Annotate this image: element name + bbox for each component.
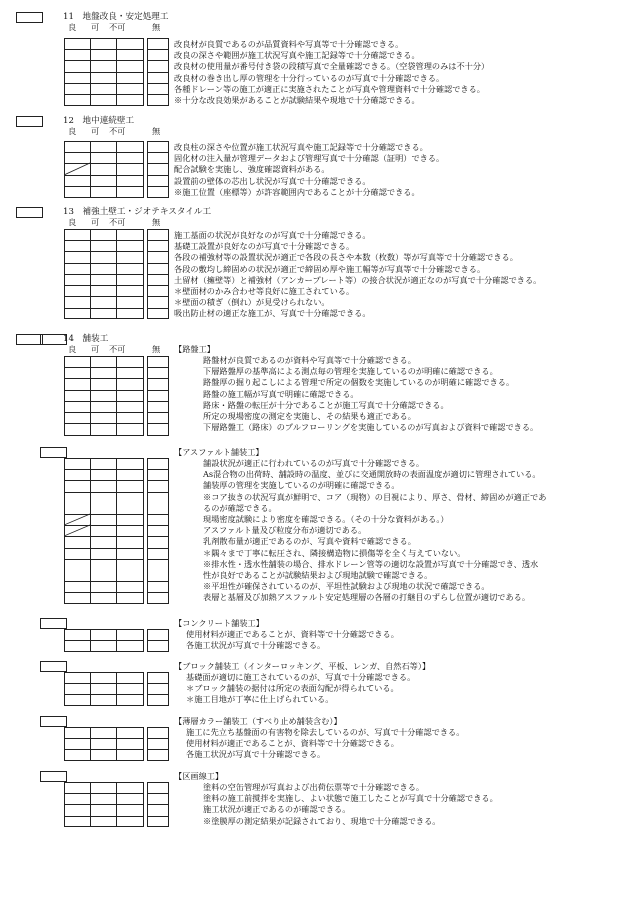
header-ryo: 良 (68, 217, 77, 227)
header-ka: 可 (91, 217, 100, 227)
criteria-item: 配合試験を実施し、強度確認資料がある。 (174, 164, 330, 175)
header-mu: 無 (152, 217, 161, 227)
criteria-item: 改良材の使用量が番号付き袋の段積写真で全量確認できる。（空袋管理のみは不十分） (174, 61, 490, 72)
criteria-item: 固化材の注入量が管理データおよび管理写真で十分確認（証明）できる。 (174, 153, 445, 164)
check-grid-thin-color[interactable] (64, 727, 144, 761)
criteria-item: 下層路盤工（路床）のプルフローリングを実施しているのが写真および資料で確認できる。 (203, 422, 539, 433)
criteria-item: 各施工状況が写真で十分確認できる。 (186, 640, 326, 651)
criteria-item: 路盤材が良質であるのが資料や写真等で十分確認できる。 (203, 355, 416, 365)
score-box[interactable] (16, 207, 43, 218)
check-grid-concrete[interactable] (64, 629, 144, 652)
subsection-title: 【ブロック舗装工（インターロッキング、平板、レンガ、自然石等）】 (174, 661, 431, 671)
criteria-item: ※排水性・透水性舗装の場合、排水ドレーン管等の適切な設置が写真で十分確認でき、透水 (203, 558, 539, 569)
criteria-list (174, 230, 541, 320)
criteria-item: 各段の補強材等の設置状況が適正で各段の長さや本数（枚数）等が写真等で十分確認できる。 (174, 252, 518, 263)
criteria-item: 吸出防止材の適正な施工が、写真で十分確認できる。 (174, 308, 371, 319)
criteria-item: 舗設状況が適正に行われているのが写真で十分確認できる。 (203, 458, 425, 468)
criteria-item: 施工基面の状況が良好なのが写真で十分確認できる。 (174, 230, 371, 240)
criteria-item: 改良材の巻き出し厚の管理を十分行っているのが写真で十分確認できる。 (174, 72, 445, 83)
criteria-item: ※塗膜厚の測定結果が記録されており、現地で十分確認できる。 (203, 815, 441, 826)
header-ka: 可 (91, 126, 100, 136)
criteria-list (174, 142, 444, 198)
criteria-item: As混合物の出荷時、舗設時の温度、並びに交通開放時の表面温度が適切に管理されている。 (203, 469, 541, 480)
criteria-list (203, 782, 498, 827)
criteria-item: ＊壁面材のかみ合わせ等良好に施工されている。 (174, 285, 355, 296)
none-column-concrete[interactable] (147, 629, 169, 652)
none-column-thin-color[interactable] (147, 727, 169, 761)
section-title: 13 補強土壁工・ジオテキスタイル工 (63, 207, 212, 217)
criteria-item: 基礎面が適切に施工されているのが、写真で十分確認できる。 (186, 672, 416, 682)
check-grid-block[interactable] (64, 672, 144, 706)
criteria-item: 性が良好であることが試験結果および現地試験で確認できる。 (203, 569, 433, 580)
criteria-item: 塗料の空缶管理が写真および出荷伝票等で十分確認できる。 (203, 782, 425, 792)
subsection-title: 【路盤工】 (174, 344, 215, 354)
criteria-list (203, 355, 538, 433)
check-grid-asphalt[interactable] (64, 458, 144, 604)
none-column-roban[interactable] (147, 356, 169, 436)
sub-score-box[interactable] (40, 661, 67, 672)
subsection-title: 【薄層カラー舗装工（すべり止め舗装含む）】 (174, 716, 342, 726)
none-column[interactable] (147, 229, 169, 319)
criteria-item: ＊隅々まで丁寧に転圧され、隣接構造物に損傷等を全く与えていない。 (203, 547, 466, 558)
criteria-item: 各施工状況が写真で十分確認できる。 (186, 749, 326, 760)
criteria-item: 改良材が良質であるのが品質資料や写真等で十分確認できる。 (174, 39, 404, 49)
header-ka: 可 (91, 344, 100, 354)
check-grid-roban[interactable] (64, 356, 144, 436)
criteria-item: るのが確認できる。 (203, 502, 277, 513)
none-column-block[interactable] (147, 672, 169, 706)
criteria-item: 土留材（擁壁等）と補強材（アンカープレート等）の接合状況が適正なのが写真で十分確認できる。 (174, 274, 542, 285)
check-grid[interactable] (64, 141, 144, 198)
criteria-item: ※コア抜きの状況写真が鮮明で、コア（現物）の目視により、厚さ、骨材、締固めが適正であ (203, 491, 547, 502)
section-14 (0, 334, 630, 834)
criteria-item: 施工状況が適正であるのが確認できる。 (203, 804, 351, 815)
criteria-item: ＊施工目地が丁寧に仕上げられている。 (186, 694, 334, 705)
section-title: 11 地盤改良・安定処理工 (63, 12, 169, 22)
criteria-item: 所定の現場密度の測定を実施し、その結果も適正である。 (203, 410, 416, 421)
check-grid[interactable] (64, 229, 144, 319)
criteria-list (186, 672, 415, 706)
criteria-item: ＊壁面の積ぎ（倒れ）が見受けられない。 (174, 297, 330, 308)
criteria-list (203, 458, 546, 603)
criteria-item: 表層と基層及び加熱アスファルト安定処理層の各層の打継目のずらし位置が適切である。 (203, 592, 531, 603)
none-column[interactable] (147, 141, 169, 198)
criteria-item: ※施工位置（座標等）が許容範囲内であることが十分確認できる。 (174, 186, 420, 197)
criteria-item: 路床・路盤の転圧が十分であることが施工写真で十分確認できる。 (203, 399, 449, 410)
section-title: 14 舗装工 (63, 334, 109, 344)
sub-score-box[interactable] (40, 447, 67, 458)
check-grid[interactable] (64, 38, 144, 106)
header-fuka: 不可 (109, 22, 126, 32)
header-fuka: 不可 (109, 126, 126, 136)
section-12 (0, 116, 630, 206)
criteria-item: 設置前の壁体の芯出し状況が写真で十分確認できる。 (174, 175, 371, 186)
header-mu: 無 (152, 344, 161, 354)
criteria-item: 施工に先立ち基盤面の有害物を除去しているのが、写真で十分確認できる。 (186, 727, 465, 737)
criteria-item: 現場密度試験により密度を確認できる。（その十分な資料がある。） (203, 513, 449, 524)
section-11 (0, 12, 630, 112)
score-box[interactable] (16, 12, 43, 23)
criteria-item: ※十分な改良効果があることが試験結果や現地で十分確認できる。 (174, 94, 420, 105)
criteria-item: 塗料の施工前撹拌を実施し、よい状態で施工したことが写真で十分確認できる。 (203, 793, 498, 804)
sub-score-box[interactable] (40, 771, 67, 782)
na-slash-mark (64, 458, 144, 604)
criteria-item: 舗装厚の管理を実施しているのが明確に確認できる。 (203, 480, 400, 491)
subsection-title: 【区画線工】 (174, 771, 224, 781)
header-fuka: 不可 (109, 217, 126, 227)
criteria-list (186, 629, 399, 651)
none-column-lane-marking[interactable] (147, 782, 169, 827)
header-ryo: 良 (68, 126, 77, 136)
criteria-item: 改良の深さや範囲が施工状況写真や施工記録等で十分確認できる。 (174, 50, 420, 61)
criteria-item: ※平坦性が確保されているのが、平坦性試験および現地の状況で確認できる。 (203, 581, 490, 592)
criteria-item: 路盤の施工幅が写真で明確に確認できる。 (203, 388, 359, 399)
criteria-item: 各段の敷均し締固めの状況が適正で締固め厚や施工幅等が写真等で十分確認できる。 (174, 263, 486, 274)
criteria-item: 使用材料が適正であることが、資料等で十分確認できる。 (186, 738, 399, 749)
header-fuka: 不可 (109, 344, 126, 354)
criteria-item: 各種ドレーン等の施工が適正に実施されたことが写真や管理資料で十分確認できる。 (174, 83, 485, 94)
criteria-item: アスファルト量及び粒度分布が適切である。 (203, 525, 367, 536)
criteria-item: 改良柱の深さや位置が施工状況写真や施工記録等で十分確認できる。 (174, 142, 428, 152)
header-ka: 可 (91, 22, 100, 32)
na-slash-mark (64, 141, 144, 198)
header-ryo: 良 (68, 344, 77, 354)
subsection-title: 【アスファルト舗装工】 (174, 447, 264, 457)
criteria-list (174, 39, 489, 106)
check-grid-lane-marking[interactable] (64, 782, 144, 827)
criteria-item: ＊ブロック舗装の据付は所定の表面勾配が得られている。 (186, 683, 399, 694)
header-mu: 無 (152, 22, 161, 32)
section-title: 12 地中連続壁工 (63, 116, 135, 126)
sub-score-box[interactable] (40, 716, 67, 727)
subsection-title: 【コンクリート舗装工】 (174, 618, 264, 628)
header-ryo: 良 (68, 22, 77, 32)
criteria-item: 路盤厚の掘り起こしによる管理で所定の個数を実施しているのが明確に確認できる。 (203, 377, 515, 388)
criteria-item: 乳剤散布量が適正であるのが、写真や資料で確認できる。 (203, 536, 416, 547)
none-column-asphalt[interactable] (147, 458, 169, 604)
header-mu: 無 (152, 126, 161, 136)
score-box[interactable] (16, 334, 43, 345)
criteria-item: 下層路盤厚の基準高による測点毎の管理を実施しているのが明確に確認できる。 (203, 366, 498, 377)
criteria-item: 使用材料が適正であることが、資料等で十分確認できる。 (186, 629, 399, 639)
criteria-list (186, 727, 464, 761)
section-13 (0, 207, 630, 327)
sub-score-box[interactable] (40, 618, 67, 629)
score-box[interactable] (16, 116, 43, 127)
none-column[interactable] (147, 38, 169, 106)
criteria-item: 基礎工設置が良好なのが写真で十分確認できる。 (174, 241, 355, 252)
